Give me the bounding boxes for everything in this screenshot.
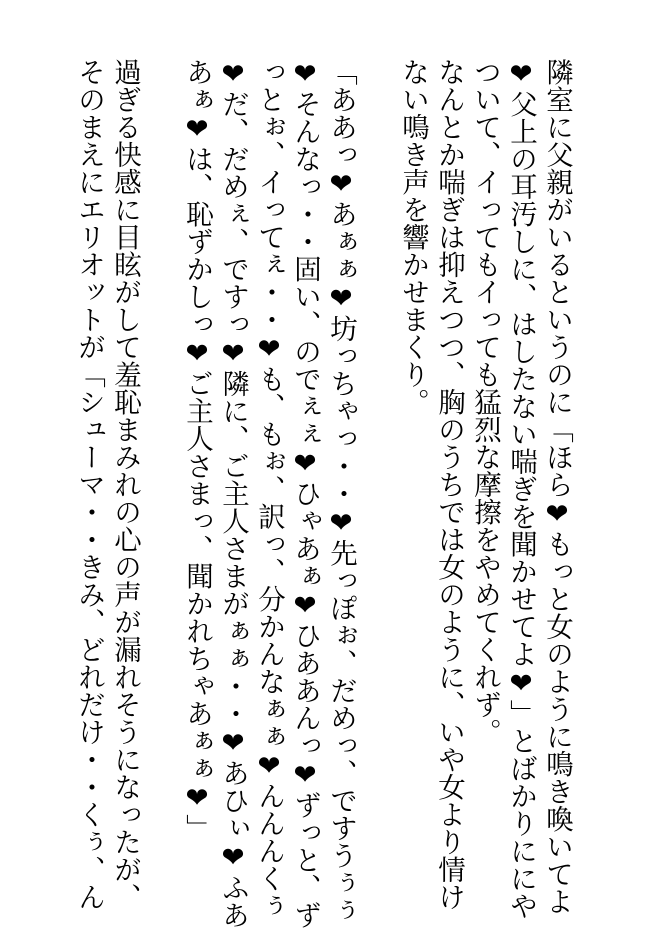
text-column-7: 「ああっ❤あぁぁ❤坊っちゃっ・・❤先っぽぉ、だめっ、ですうぅぅ — [325, 58, 357, 924]
text-column-14: そのまえにエリオットが「シューマ・・きみ、どれだけ・・くぅ、ん — [73, 58, 105, 911]
text-column-13: 過ぎる快感に目眩がして羞恥まみれの心の声が漏れそうになったが、 — [109, 58, 141, 911]
text-column-11: あぁ❤は、恥ずかしっ❤ご主人さまっ、聞かれちゃあぁぁ❤」 — [181, 58, 213, 842]
text-column-5: ない鳴き声を響かせまくり。 — [397, 58, 429, 416]
text-column-12 — [145, 58, 177, 888]
text-column-10: ❤だ、だめぇ、ですっ❤隣に、ご主人さまがぁぁ・・❤あひぃ❤ふあ — [217, 58, 249, 929]
text-column-1: 隣室に父親がいるというのに「ほら❤もっと女のように鳴き喚いてよ — [541, 58, 573, 915]
text-column-3: ついて、イってもイっても猛烈な摩擦をやめてくれず。 — [469, 58, 501, 746]
text-column-6 — [361, 58, 393, 888]
text-column-9: っとぉ、イってぇ・・❤も、もぉ、訳っ、分かんなぁぁ❤んんんくぅ — [253, 58, 285, 920]
text-column-4: なんとか喘ぎは抑えつつ、胸のうちでは女のように、いや女より情け — [433, 58, 465, 911]
text-column-2: ❤父上の耳汚しに、はしたない喘ぎを聞かせてよ❤」とばかりににや — [505, 58, 537, 920]
text-column-8: ❤そんなっ・・固い、のでぇぇ❤ひゃあぁ❤ひああんっ❤ずっと、ず — [289, 58, 321, 929]
